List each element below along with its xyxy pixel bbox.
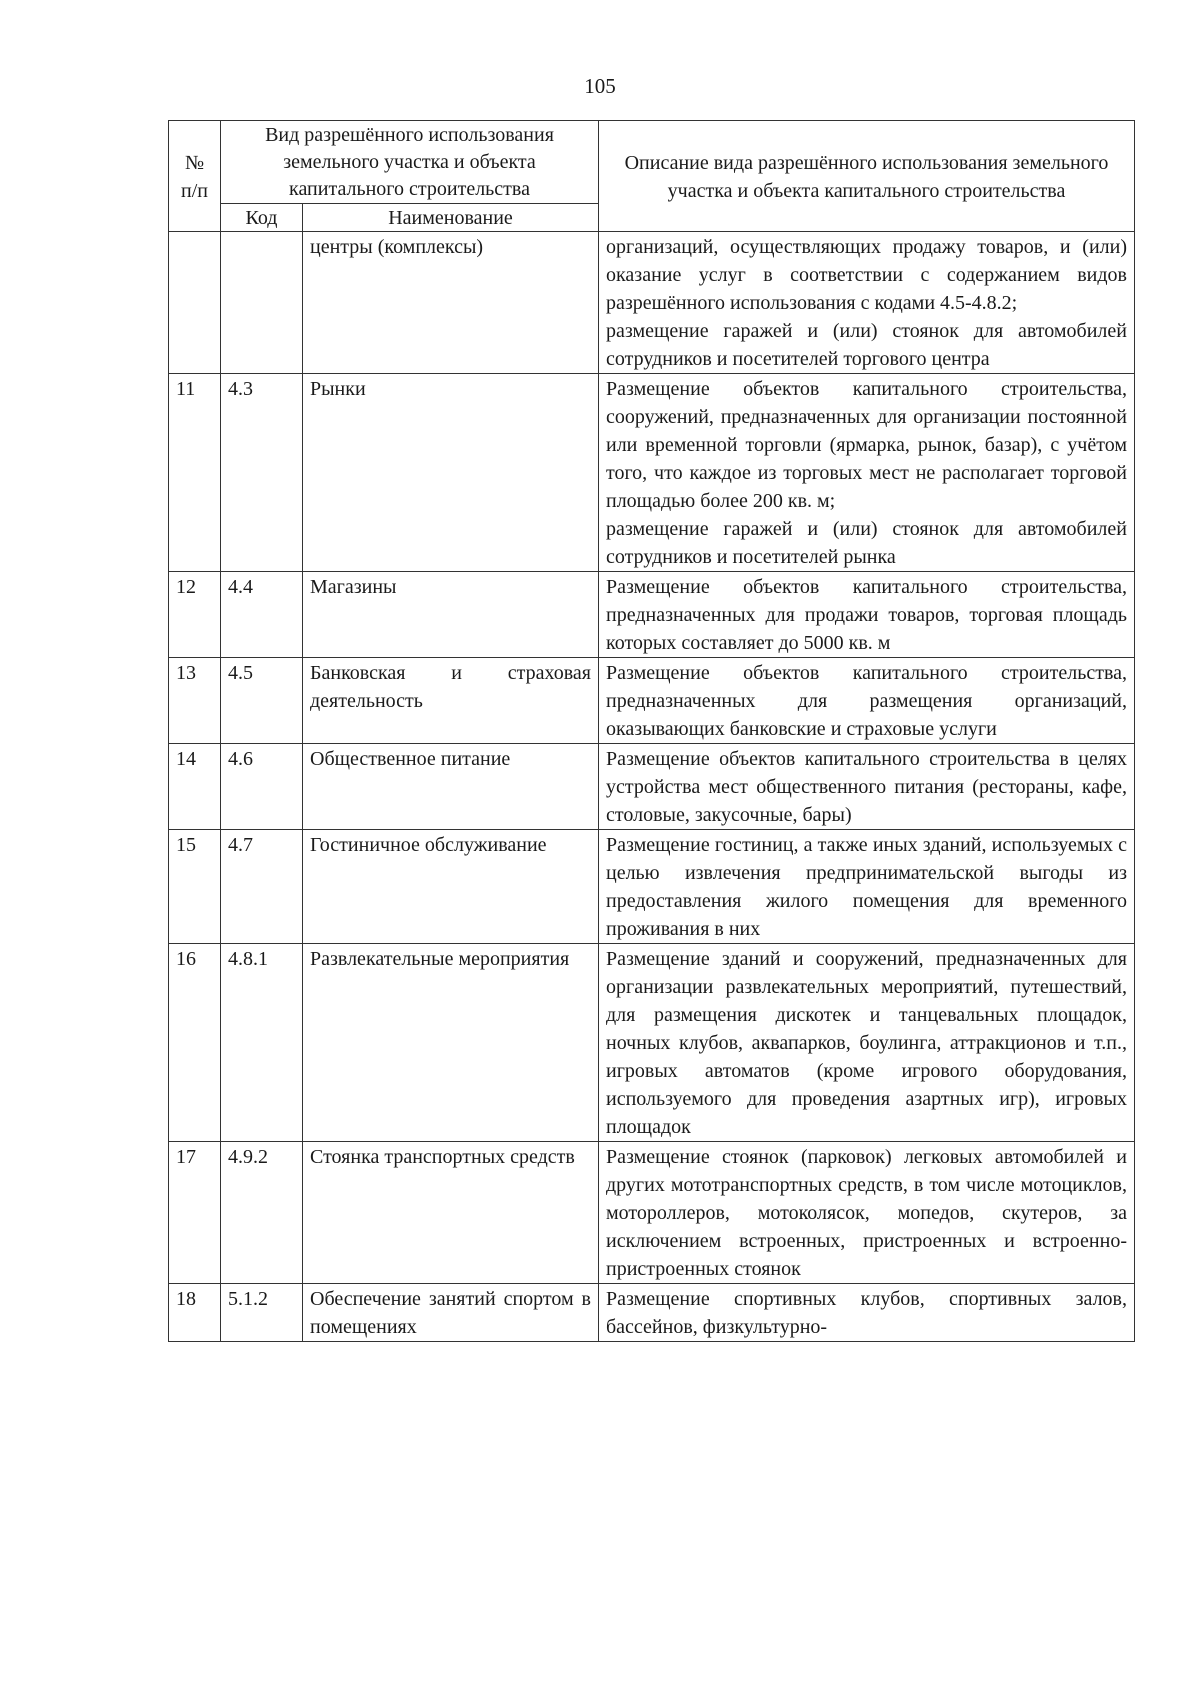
row-name: Магазины: [303, 572, 599, 658]
row-name: Стоянка транспортных средств: [303, 1142, 599, 1284]
header-description: Описание вида разрешённого использования земельного участка и объекта капитального строительства: [599, 121, 1135, 232]
row-code: [221, 232, 303, 374]
page-number: 105: [584, 74, 616, 98]
row-code: 4.4: [221, 572, 303, 658]
row-description: организаций, осуществляющих продажу товаров, и (или) оказание услуг в соответствии с содержанием видов разрешённого использования с кодами 4.5-4.8.2; размещение гаражей и (или) стоянок для автомобилей сотрудников и посетителей торгового центра: [599, 232, 1135, 374]
row-name: Рынки: [303, 374, 599, 572]
table-row: [169, 374, 1135, 572]
row-num: 13: [169, 658, 221, 744]
row-num: 12: [169, 572, 221, 658]
row-description: Размещение объектов капитального строительства, сооружений, предназначенных для организации постоянной или временной торговли (ярмарка, рынок, базар), с учётом того, что каждое из торговых мест не располагает торговой площадью более 200 кв. м; размещение гаражей и (или) стоянок для автомобилей сотрудников и посетителей рынка: [599, 374, 1135, 572]
row-num: 14: [169, 744, 221, 830]
row-code: 4.5: [221, 658, 303, 744]
table-row: [169, 744, 1135, 830]
row-name: Гостиничное обслуживание: [303, 830, 599, 944]
table-row: [169, 830, 1135, 944]
table-row: [169, 572, 1135, 658]
row-description: Размещение объектов капитального строительства в целях устройства мест общественного питания (рестораны, кафе, столовые, закусочные, бары): [599, 744, 1135, 830]
row-num: 17: [169, 1142, 221, 1284]
table-row: [169, 658, 1135, 744]
row-description: Размещение зданий и сооружений, предназначенных для организации развлекательных мероприятий, путешествий, для размещения дискотек и танцевальных площадок, ночных клубов, аквапарков, боулинга, аттракционов и т.п., игровых автоматов (кроме игрового оборудования, используемого для проведения азартных игр), игровых площадок: [599, 944, 1135, 1142]
table-row: [169, 1142, 1135, 1284]
row-description: Размещение объектов капитального строительства, предназначенных для продажи товаров, торговая площадь которых составляет до 5000 кв. м: [599, 572, 1135, 658]
row-name: Обеспечение занятий спортом в помещениях: [303, 1284, 599, 1342]
row-num: 11: [169, 374, 221, 572]
row-num: [169, 232, 221, 374]
row-name: Развлекательные мероприятия: [303, 944, 599, 1142]
header-group: Вид разрешённого использования земельного участка и объекта капитального строительства: [221, 121, 599, 204]
row-name: центры (комплексы): [303, 232, 599, 374]
table-row: [169, 232, 1135, 374]
table-header-row: [169, 121, 1135, 204]
row-name: Банковская и страховая деятельность: [303, 658, 599, 744]
row-code: 5.1.2: [221, 1284, 303, 1342]
land-use-table: [168, 120, 1135, 1342]
row-code: 4.7: [221, 830, 303, 944]
row-num: 15: [169, 830, 221, 944]
row-code: 4.6: [221, 744, 303, 830]
row-code: 4.8.1: [221, 944, 303, 1142]
header-name: Наименование: [303, 204, 599, 232]
row-num: 18: [169, 1284, 221, 1342]
header-num: № п/п: [169, 121, 221, 232]
table-row: [169, 944, 1135, 1142]
row-code: 4.9.2: [221, 1142, 303, 1284]
row-description: Размещение стоянок (парковок) легковых автомобилей и других мототранспортных средств, в том числе мотоциклов, мотороллеров, мотоколясок, мопедов, скутеров, за исключением встроенных, пристроенных и встроенно-пристроенных стоянок: [599, 1142, 1135, 1284]
row-description: Размещение гостиниц, а также иных зданий, используемых с целью извлечения предпринимательской выгоды из предоставления жилого помещения для временного проживания в них: [599, 830, 1135, 944]
row-code: 4.3: [221, 374, 303, 572]
row-description: Размещение спортивных клубов, спортивных залов, бассейнов, физкультурно-: [599, 1284, 1135, 1342]
table-row: [169, 1284, 1135, 1342]
header-code: Код: [221, 204, 303, 232]
row-description: Размещение объектов капитального строительства, предназначенных для размещения организаций, оказывающих банковские и страховые услуги: [599, 658, 1135, 744]
row-num: 16: [169, 944, 221, 1142]
row-name: Общественное питание: [303, 744, 599, 830]
